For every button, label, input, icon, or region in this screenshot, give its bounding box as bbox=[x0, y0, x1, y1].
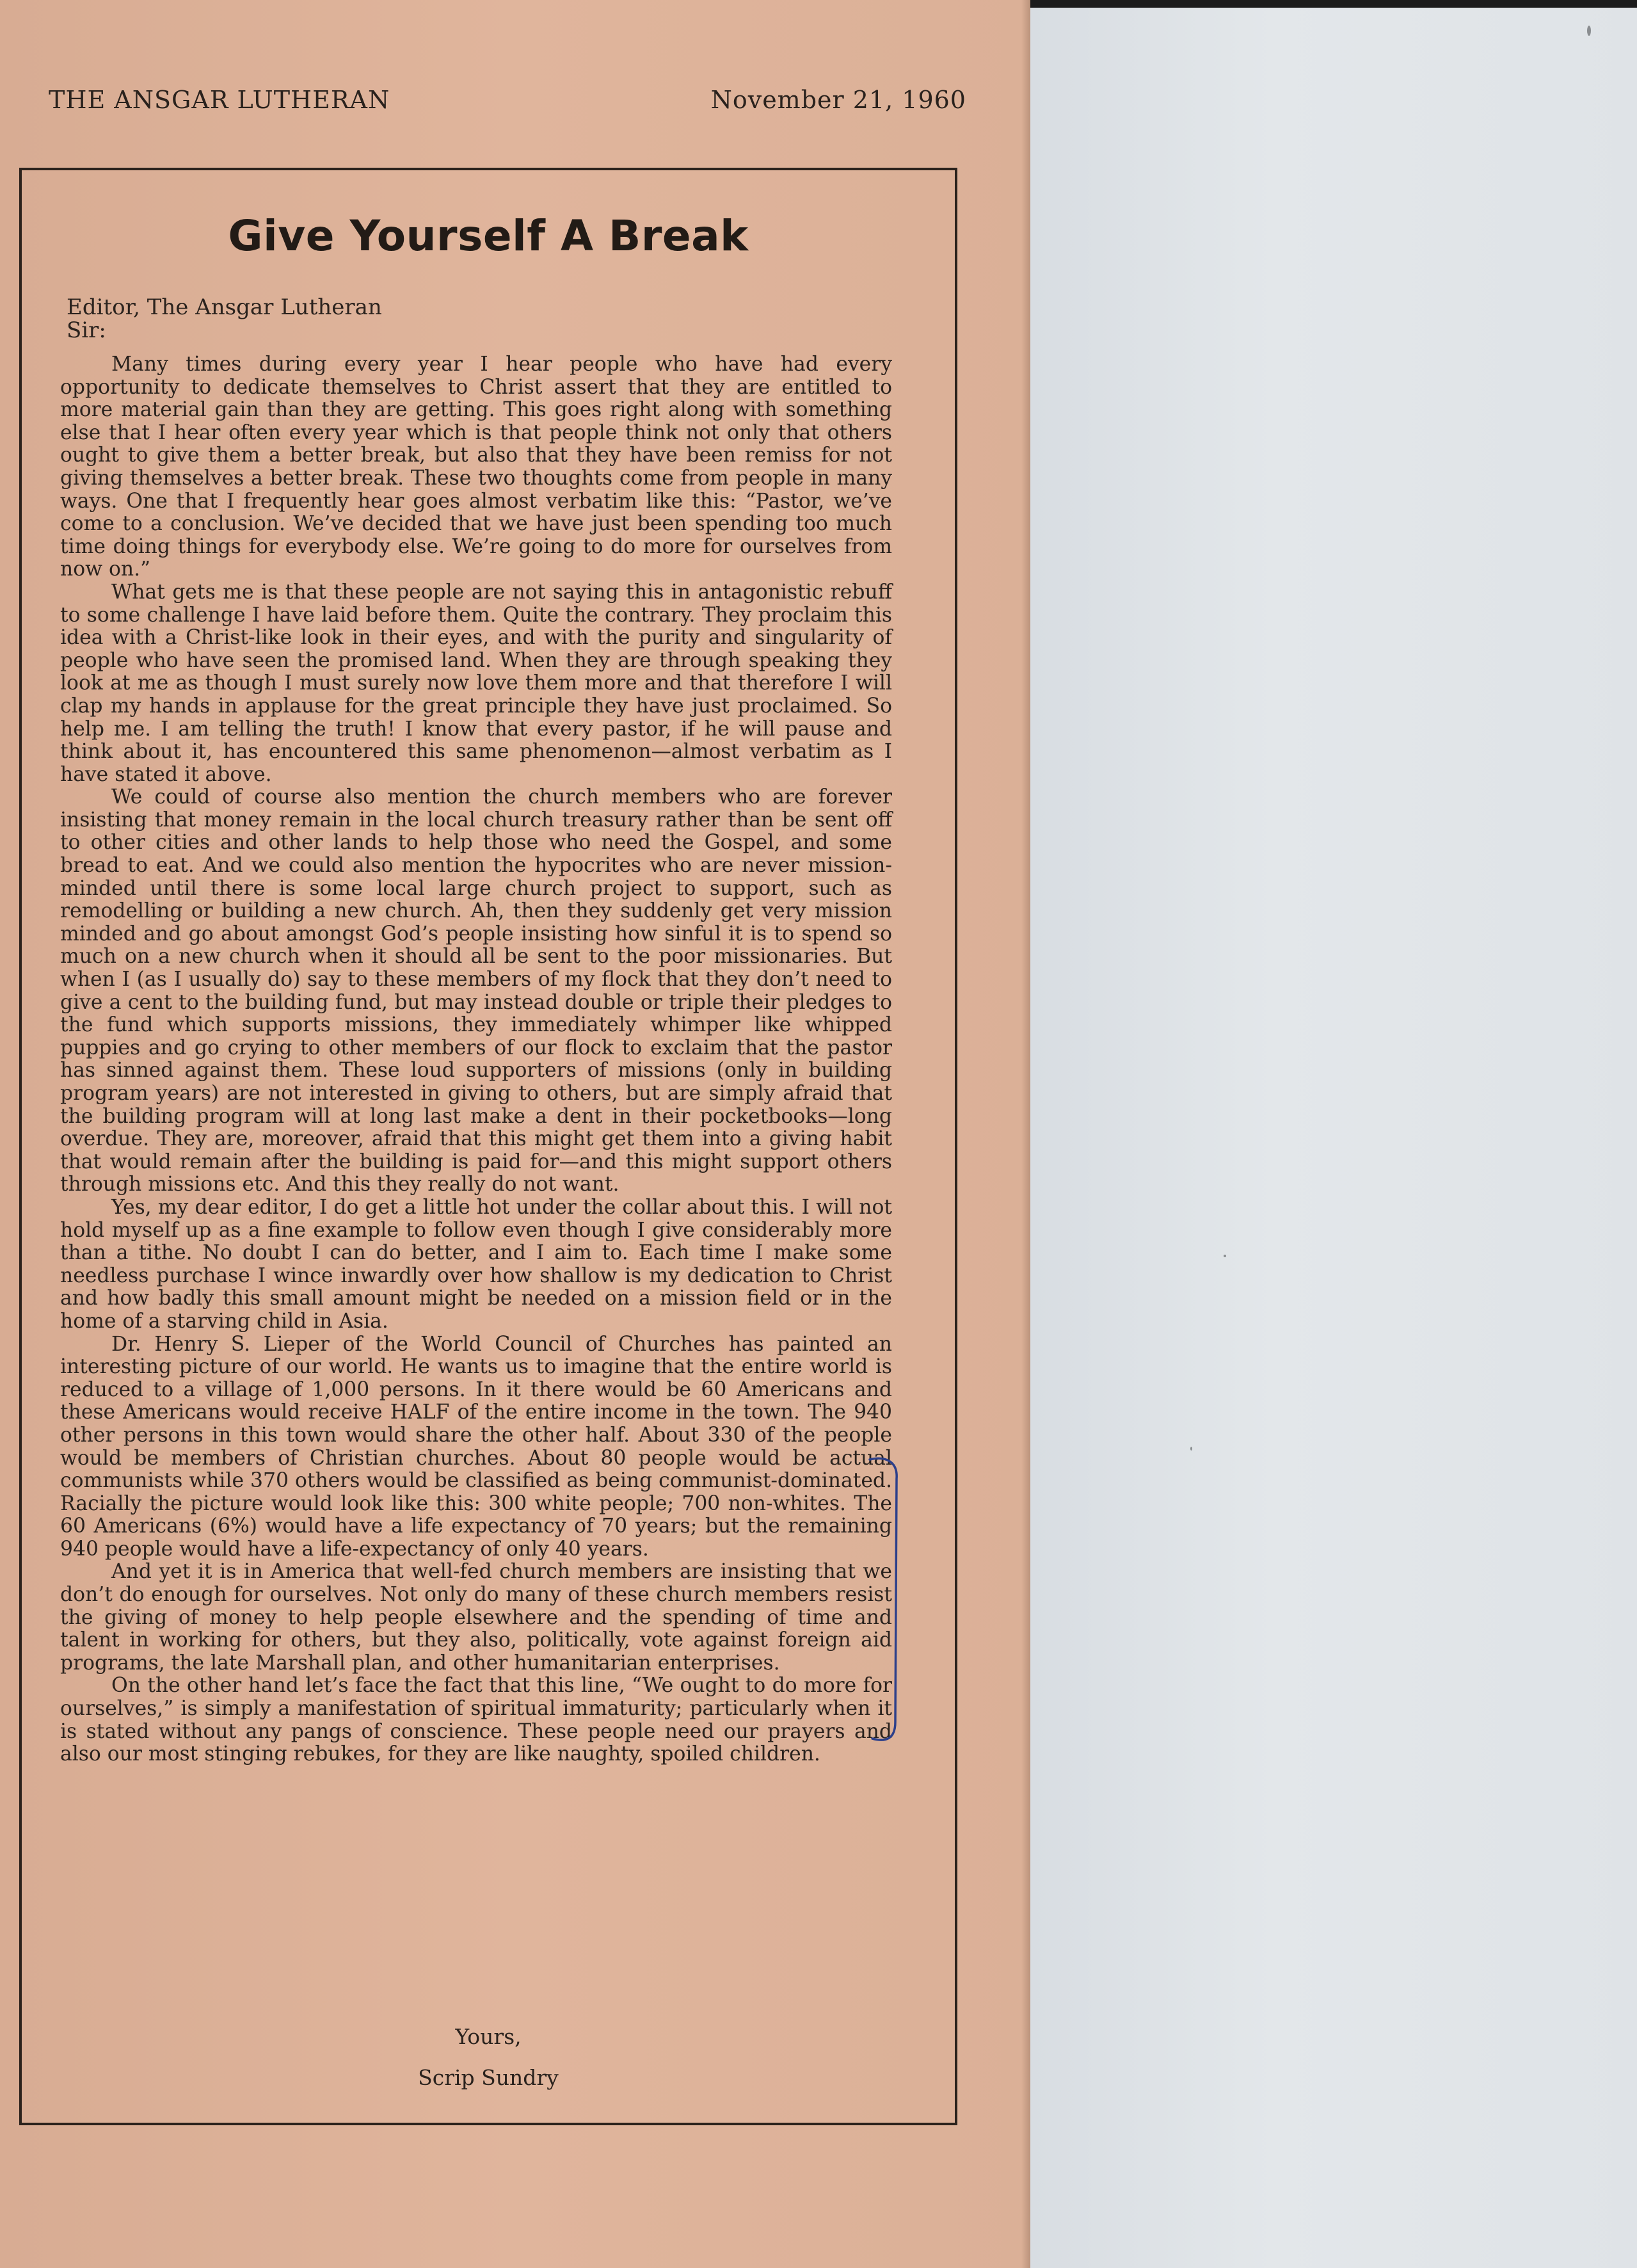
issue-date: November 21, 1960 bbox=[710, 86, 966, 114]
paragraph: And yet it is in America that well-fed church members are insisting that we don’t do enough for ourselves. Not only do many of these church members resist the giving of money to help people elsewhere and the spending of time and talent in working for others, but they also, politically, vote against foreign aid programs, the late Marshall plan, and other humanitarian enterprises. bbox=[60, 1560, 892, 1675]
masthead bbox=[49, 86, 966, 114]
dust-speck bbox=[1190, 1447, 1192, 1451]
article-title: Give Yourself A Break bbox=[228, 211, 749, 261]
pen-bracket-mark bbox=[867, 1453, 912, 1748]
paragraph: Many times during every year I hear people who have had every opportunity to dedicate themselves to Christ assert that they are entitled to more material gain than they are getting. This goes right along with something else that I hear often every year which is that people think not only that others ought to give them a better break, but also that they have been remiss for not giving themselves a better break. These two thoughts come from people in many ways. One that I frequently hear goes almost verbatim like this: “Pastor, we’ve come to a conclusion. We’ve decided that we have just been spending too much time doing things for everybody else. We’re going to do more for ourselves from now on.” bbox=[60, 353, 892, 581]
letter-closing bbox=[0, 2016, 977, 2098]
closing-line: Yours, bbox=[455, 2024, 522, 2049]
publication-name: THE ANSGAR LUTHERAN bbox=[49, 86, 390, 114]
salutation-sir: Sir: bbox=[67, 318, 106, 343]
article-body bbox=[60, 353, 892, 1766]
paragraph: Dr. Henry S. Lieper of the World Council of Churches has painted an interesting picture of our world. He wants us to imagine that the entire world is reduced to a village of 1,000 persons. In it there would be 60 Americans and these Americans would receive HALF of the entire income in the town. The 940 other persons in this town would share the other half. About 330 of the people would be members of Christian churches. About 80 people would be actual communists while 370 others would be classified as being communist-dominated. Racially the picture would look like this: 300 white people; 700 non-whites. The 60 Americans (6%) would have a life expectancy of 70 years; but the remaining 940 people would have a life-expectancy of only 40 years. bbox=[60, 1332, 892, 1561]
salutation-addressee: Editor, The Ansgar Lutheran bbox=[67, 294, 382, 320]
signature: Scrip Sundry bbox=[418, 2065, 559, 2090]
dust-speck bbox=[1224, 1255, 1226, 1257]
scanner-edge bbox=[1030, 0, 1637, 8]
paragraph: What gets me is that these people are not saying this in antagonistic rebuff to some challenge I have laid before them. Quite the contrary. They proclaim this idea with a Christ-like look in their eyes, and with the purity and singularity of people who have seen the promised land. When they are through speaking they look at me as though I must surely now love them more and that therefore I will clap my hands in applause for the great principle they have just proclaimed. So help me. I am telling the truth! I know that every pastor, if he will pause and think about it, has encountered this same phenomenon—almost verbatim as I have stated it above. bbox=[60, 580, 892, 786]
scanner-background bbox=[1030, 0, 1637, 2268]
dust-speck bbox=[1587, 26, 1591, 36]
paragraph: Yes, my dear editor, I do get a little hot under the collar about this. I will not hold myself up as a fine example to follow even though I give considerably more than a tithe. No doubt I can do better, and I aim to. Each time I make some needless purchase I wince inwardly over how shallow is my dedication to Christ and how badly this small amount might be needed on a mission field or in the home of a starving child in Asia. bbox=[60, 1195, 892, 1333]
salutation bbox=[67, 296, 898, 342]
paragraph: We could of course also mention the church members who are forever insisting that money remain in the local church treasury rather than be sent off to other cities and other lands to help those who need the Gospel, and some bread to eat. And we could also mention the hypocrites who are never mission-minded until there is some local large church project to support, such as remodelling or building a new church. Ah, then they suddenly get very mission minded and go about amongst God’s people insisting how sinful it is to spend so much on a new church when it should all be sent to the poor missionaries. But when I (as I usually do) say to these members of my flock that they don’t need to give a cent to the building fund, but may instead double or triple their pledges to the fund which supports missions, they immediately whimper like whipped puppies and go crying to other members of our flock to exclaim that the pastor has sinned against them. These loud supporters of missions (only in building program years) are not interested in giving to others, but are simply afraid that the building program will at long last make a dent in their pocketbooks—long overdue. They are, moreover, afraid that this might get them into a giving habit that would remain after the building is paid for—and this might support others through missions etc. And this they really do not want. bbox=[60, 785, 892, 1196]
paragraph: On the other hand let’s face the fact that this line, “We ought to do more for ourselves,” is simply a manifestation of spiritual immaturity; particularly when it is stated without any pangs of conscience. These people need our prayers and also our most stinging rebukes, for they are like naughty, spoiled children. bbox=[60, 1674, 892, 1766]
